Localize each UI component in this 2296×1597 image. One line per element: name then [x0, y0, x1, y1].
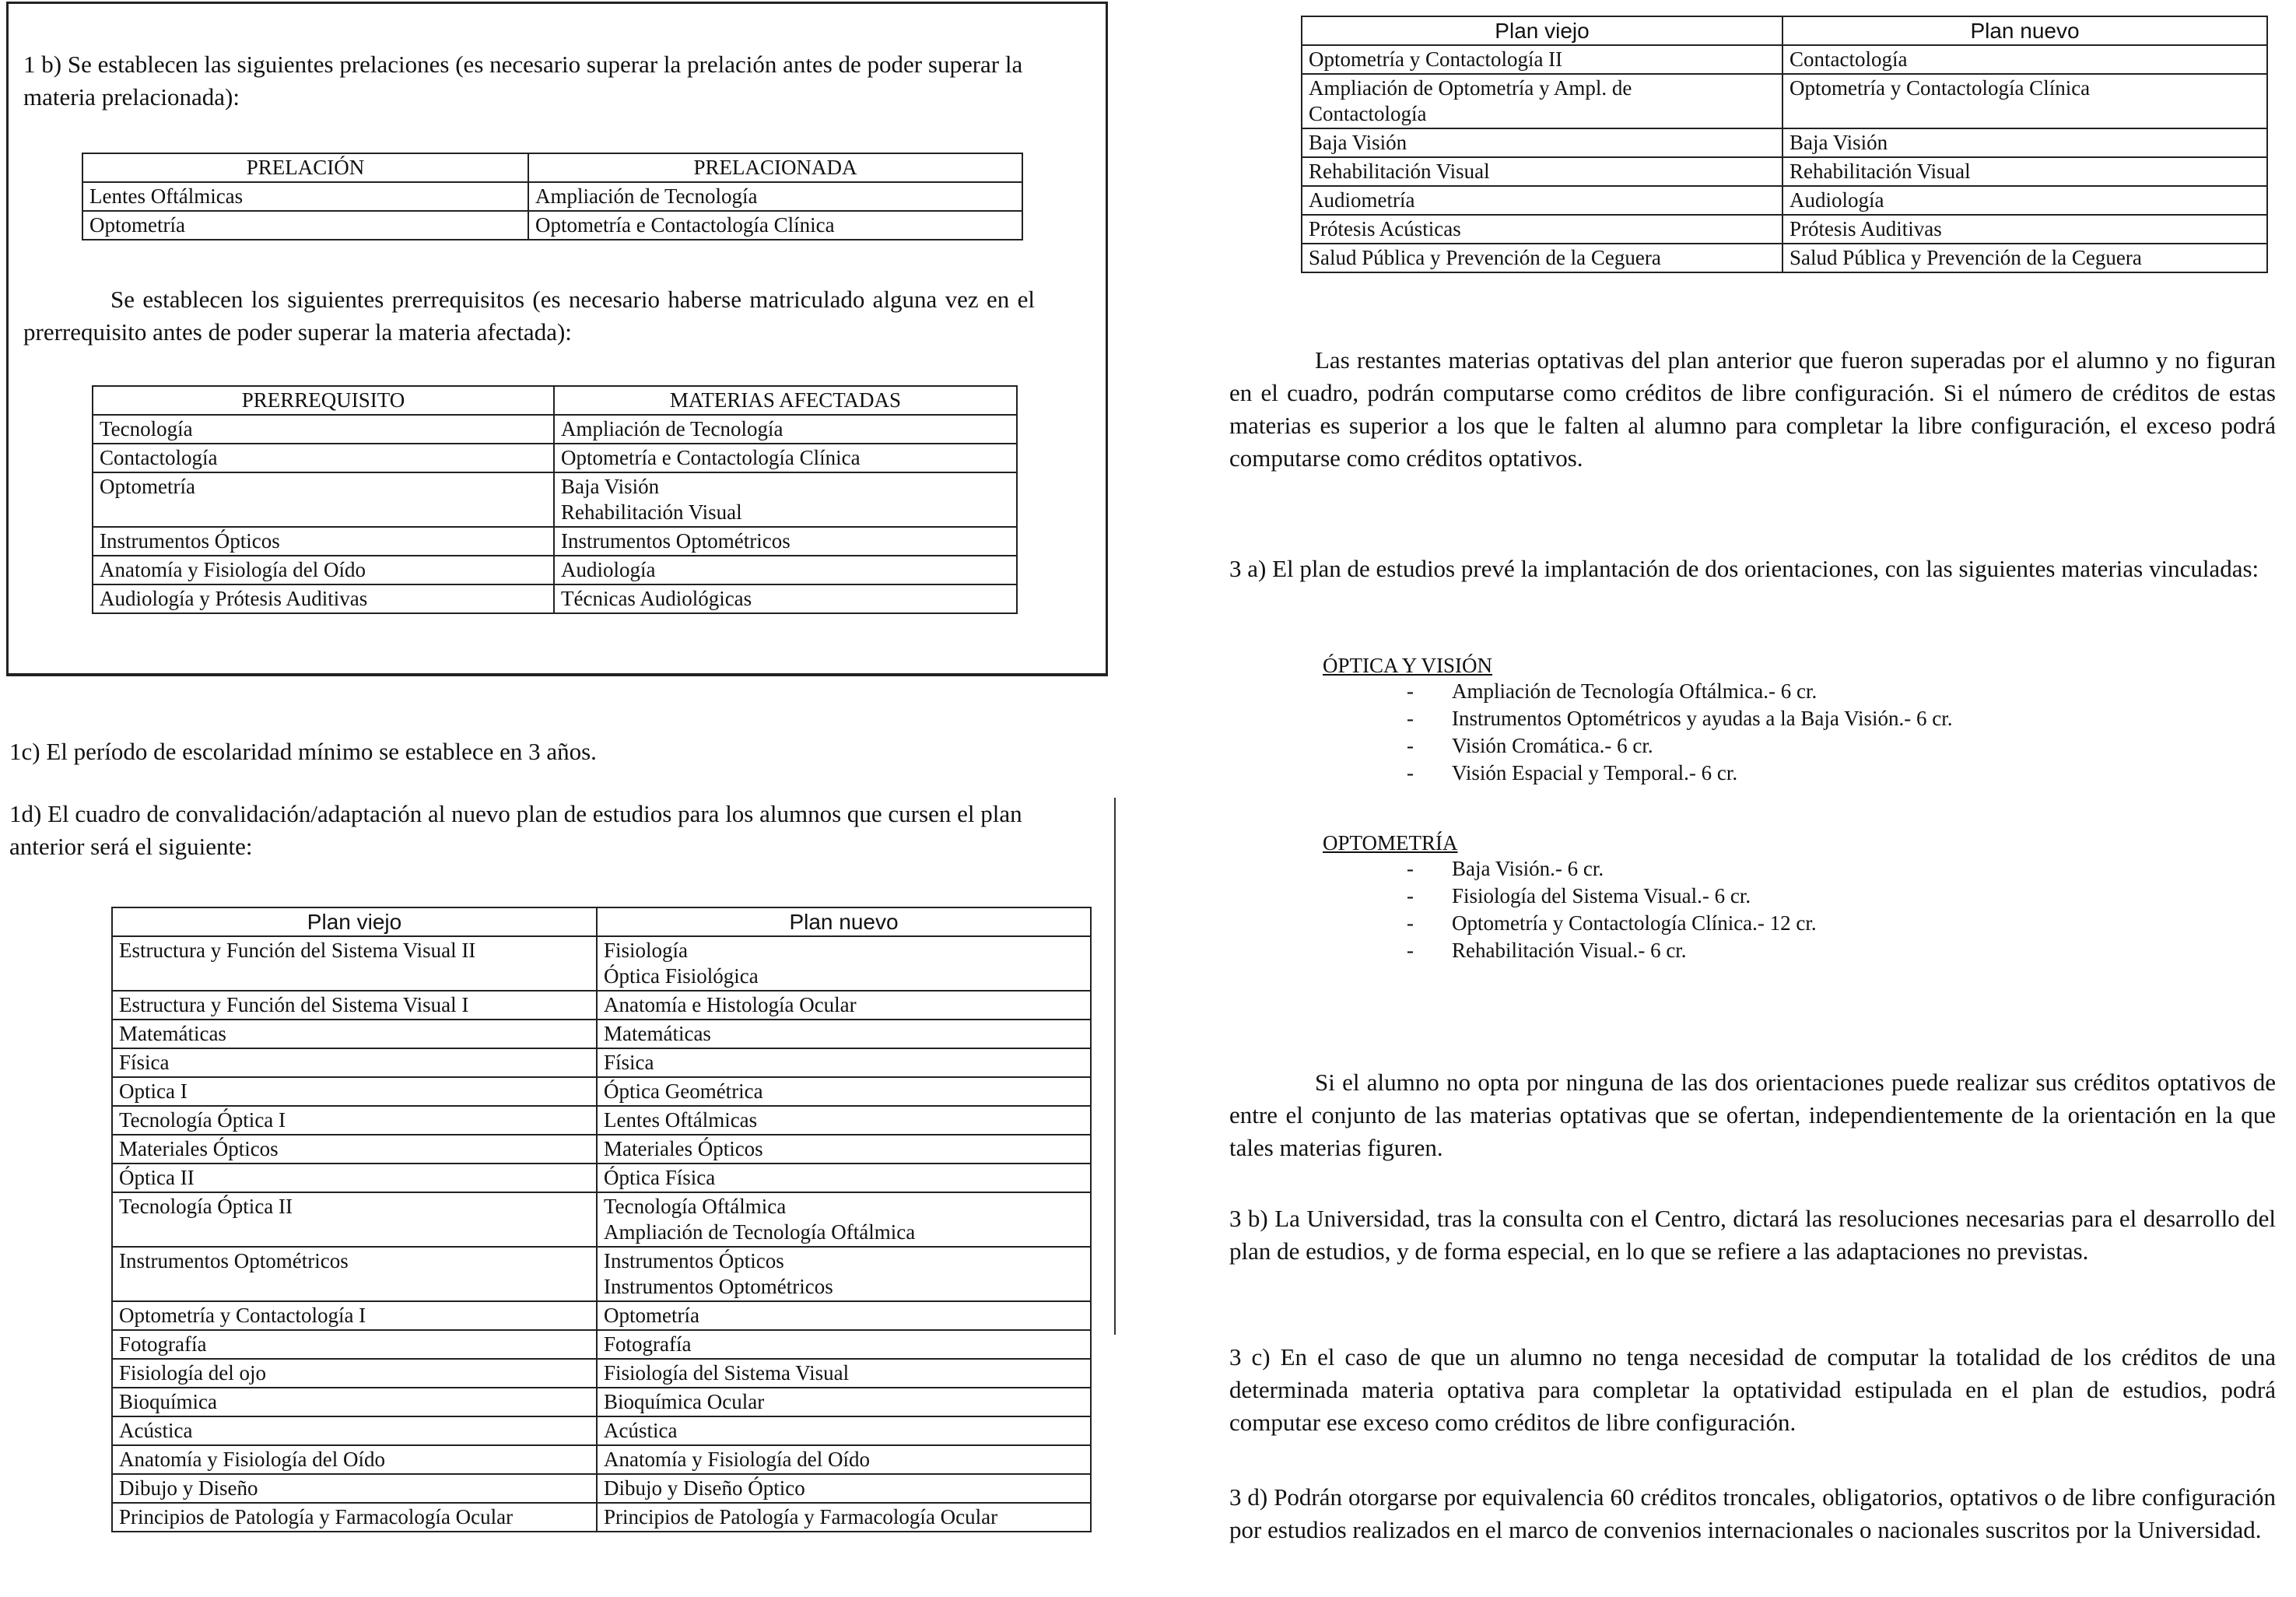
table-cell: Prótesis Auditivas [1782, 215, 2267, 244]
convalidacion-continued-table [1301, 16, 2268, 273]
table-cell: Instrumentos Optométricos [112, 1247, 597, 1301]
table-cell: Principios de Patología y Farmacología Ocular [112, 1503, 597, 1532]
table-cell: Matemáticas [597, 1020, 1091, 1048]
table-cell: Salud Pública y Prevención de la Ceguera [1302, 244, 1782, 272]
table-cell: Prótesis Acústicas [1302, 215, 1782, 244]
column-header: Plan nuevo [597, 907, 1091, 936]
table-cell: Optometría e Contactología Clínica [554, 444, 1017, 472]
table-row [112, 1164, 1091, 1192]
table-cell: Matemáticas [112, 1020, 597, 1048]
table-row [112, 1135, 1091, 1164]
table-row [1302, 157, 2267, 186]
table-row [93, 584, 1017, 613]
table-cell: Audiometría [1302, 186, 1782, 215]
column-header: PRERREQUISITO [93, 386, 554, 415]
paragraph-1b: 1 b) Se establecen las siguientes prelaciones (es necesario superar la prelación antes de poder superar la materia prelacionada): [23, 51, 1023, 111]
table-cell: Optometría [597, 1301, 1091, 1330]
table-cell: Óptica II [112, 1164, 597, 1192]
paragraph-prerrequisitos: Se establecen los siguientes prerrequisitos (es necesario haberse matriculado alguna vez en el prerrequisito antes de poder superar la materia afectada): [23, 286, 1035, 346]
list-item: - Optometría y Contactología Clínica.- 12 cr. [1407, 910, 2101, 937]
table-row [1302, 186, 2267, 215]
column-header: Plan nuevo [1782, 16, 2267, 45]
table-cell: Acústica [112, 1416, 597, 1445]
orientacion-optometria [1323, 831, 2101, 964]
convalidacion-table [111, 907, 1092, 1532]
table-cell: Optometría y Contactología Clínica [1782, 74, 2267, 128]
list-item: - Fisiología del Sistema Visual.- 6 cr. [1407, 883, 2101, 910]
table-row [112, 1106, 1091, 1135]
table-cell: Física [597, 1048, 1091, 1077]
table-row [82, 211, 1022, 240]
table-cell: Instrumentos Ópticos Instrumentos Optométricos [597, 1247, 1091, 1301]
table-cell: Anatomía e Histología Ocular [597, 991, 1091, 1020]
table-cell: Estructura y Función del Sistema Visual I [112, 991, 597, 1020]
orientacion-optica [1323, 654, 2101, 787]
table-cell: Instrumentos Ópticos [93, 527, 554, 556]
table-cell: Contactología [93, 444, 554, 472]
column-header: MATERIAS AFECTADAS [554, 386, 1017, 415]
table-row [112, 1077, 1091, 1106]
table-cell: Contactología [1782, 45, 2267, 74]
table-cell: Tecnología Oftálmica Ampliación de Tecnología Oftálmica [597, 1192, 1091, 1247]
prerrequisitos-table [92, 385, 1018, 614]
paragraph-si-alumno: Si el alumno no opta por ninguna de las dos orientaciones puede realizar sus créditos optativos de entre el conjunto de las materias optativas que se ofertan, independientemente de la orientación en la que tales materias figuren. [1229, 1069, 2276, 1161]
table-row [112, 1247, 1091, 1301]
orientacion-title: ÓPTICA Y VISIÓN [1323, 654, 1493, 677]
list-item: - Visión Cromática.- 6 cr. [1407, 732, 2101, 760]
list-item: - Instrumentos Optométricos y ayudas a la Baja Visión.- 6 cr. [1407, 705, 2101, 732]
table-cell: Baja Visión Rehabilitación Visual [554, 472, 1017, 527]
table-cell: Anatomía y Fisiología del Oído [93, 556, 554, 584]
table-row [112, 1388, 1091, 1416]
paragraph-3a: 3 a) El plan de estudios prevé la implantación de dos orientaciones, con las siguientes materias vinculadas: [1229, 555, 2259, 582]
table-row [112, 1020, 1091, 1048]
table-cell: Dibujo y Diseño [112, 1474, 597, 1503]
table-cell: Optica I [112, 1077, 597, 1106]
column-header: PRELACIONADA [528, 153, 1022, 182]
table-cell: Tecnología [93, 415, 554, 444]
table-cell: Técnicas Audiológicas [554, 584, 1017, 613]
table-cell: Tecnología Óptica I [112, 1106, 597, 1135]
paragraph-3c: 3 c) En el caso de que un alumno no tenga necesidad de computar la totalidad de los créditos de una determinada materia optativa para completar la optatividad estipulada en el plan de estudios, podrá computar ese exceso como créditos de libre configuración. [1229, 1343, 2276, 1436]
table-cell: Bioquímica Ocular [597, 1388, 1091, 1416]
orientacion-list [1407, 855, 2101, 964]
table-cell: Lentes Oftálmicas [82, 182, 528, 211]
table-cell: Salud Pública y Prevención de la Ceguera [1782, 244, 2267, 272]
table-row [1302, 45, 2267, 74]
column-header: PRELACIÓN [82, 153, 528, 182]
table-row [1302, 128, 2267, 157]
table-row [93, 415, 1017, 444]
table-cell: Instrumentos Optométricos [554, 527, 1017, 556]
table-cell: Óptica Física [597, 1164, 1091, 1192]
table-cell: Rehabilitación Visual [1302, 157, 1782, 186]
table-cell: Materiales Ópticos [112, 1135, 597, 1164]
table-cell: Audiología y Prótesis Auditivas [93, 584, 554, 613]
list-item: - Visión Espacial y Temporal.- 6 cr. [1407, 760, 2101, 787]
table-cell: Baja Visión [1302, 128, 1782, 157]
table-cell: Fisiología Óptica Fisiológica [597, 936, 1091, 991]
table-cell: Ampliación de Tecnología [554, 415, 1017, 444]
table-cell: Acústica [597, 1416, 1091, 1445]
table-cell: Audiología [1782, 186, 2267, 215]
table-cell: Óptica Geométrica [597, 1077, 1091, 1106]
table-cell: Lentes Oftálmicas [597, 1106, 1091, 1135]
list-item: - Ampliación de Tecnología Oftálmica.- 6 cr. [1407, 678, 2101, 705]
table-row [112, 1359, 1091, 1388]
column-header: Plan viejo [1302, 16, 1782, 45]
table-cell: Ampliación de Tecnología [528, 182, 1022, 211]
table-row [112, 936, 1091, 991]
table-cell: Anatomía y Fisiología del Oído [112, 1445, 597, 1474]
table-cell: Optometría y Contactología I [112, 1301, 597, 1330]
table-cell: Estructura y Función del Sistema Visual II [112, 936, 597, 991]
orientacion-list [1407, 678, 2101, 787]
table-row [112, 991, 1091, 1020]
table-row [93, 472, 1017, 527]
table-cell: Optometría [93, 472, 554, 527]
list-item: - Baja Visión.- 6 cr. [1407, 855, 2101, 883]
table-row [1302, 244, 2267, 272]
table-cell: Fisiología del ojo [112, 1359, 597, 1388]
table-cell: Bioquímica [112, 1388, 597, 1416]
table-row [93, 444, 1017, 472]
table-cell: Dibujo y Diseño Óptico [597, 1474, 1091, 1503]
table-cell: Audiología [554, 556, 1017, 584]
paragraph-1d: 1d) El cuadro de convalidación/adaptación al nuevo plan de estudios para los alumnos que cursen el plan anterior será el siguiente: [9, 800, 1022, 860]
table-row [112, 1330, 1091, 1359]
table-row [112, 1048, 1091, 1077]
orientacion-title: OPTOMETRÍA [1323, 831, 1458, 855]
table-cell: Anatomía y Fisiología del Oído [597, 1445, 1091, 1474]
table-row [1302, 215, 2267, 244]
table-cell: Principios de Patología y Farmacología Ocular [597, 1503, 1091, 1532]
table-cell: Tecnología Óptica II [112, 1192, 597, 1247]
column-header: Plan viejo [112, 907, 597, 936]
table-row [93, 527, 1017, 556]
column-divider [1114, 798, 1116, 1335]
paragraph-3b: 3 b) La Universidad, tras la consulta con el Centro, dictará las resoluciones necesarias para el desarrollo del plan de estudios, y de forma especial, en lo que se refiere a las adaptaciones no previstas. [1229, 1205, 2276, 1265]
table-cell: Rehabilitación Visual [1782, 157, 2267, 186]
table-row [82, 182, 1022, 211]
prelaciones-table [82, 153, 1023, 240]
table-cell: Física [112, 1048, 597, 1077]
table-row [93, 556, 1017, 584]
table-row [112, 1192, 1091, 1247]
paragraph-restantes: Las restantes materias optativas del plan anterior que fueron superadas por el alumno y no figuran en el cuadro, podrán computarse como créditos de libre configuración. Si el número de créditos de estas materias es superior a los que le falten al alumno para completar la libre configuración, el exceso podrá computarse como créditos optativos. [1229, 346, 2276, 472]
table-row [112, 1416, 1091, 1445]
paragraph-3d: 3 d) Podrán otorgarse por equivalencia 60 créditos troncales, obligatorios, optativos o de libre configuración por estudios realizados en el marco de convenios internacionales o nacionales suscritos por la Universidad. [1229, 1483, 2276, 1543]
table-cell: Baja Visión [1782, 128, 2267, 157]
table-cell: Fotografía [112, 1330, 597, 1359]
table-cell: Optometría y Contactología II [1302, 45, 1782, 74]
list-item: - Rehabilitación Visual.- 6 cr. [1407, 937, 2101, 964]
table-cell: Optometría e Contactología Clínica [528, 211, 1022, 240]
table-cell: Optometría [82, 211, 528, 240]
table-row [112, 1445, 1091, 1474]
table-cell: Materiales Ópticos [597, 1135, 1091, 1164]
table-row [1302, 74, 2267, 128]
table-row [112, 1301, 1091, 1330]
table-cell: Fisiología del Sistema Visual [597, 1359, 1091, 1388]
table-cell: Ampliación de Optometría y Ampl. de Contactología [1302, 74, 1782, 128]
table-cell: Fotografía [597, 1330, 1091, 1359]
paragraph-1c: 1c) El período de escolaridad mínimo se establece en 3 años. [9, 738, 597, 765]
table-row [112, 1503, 1091, 1532]
table-row [112, 1474, 1091, 1503]
